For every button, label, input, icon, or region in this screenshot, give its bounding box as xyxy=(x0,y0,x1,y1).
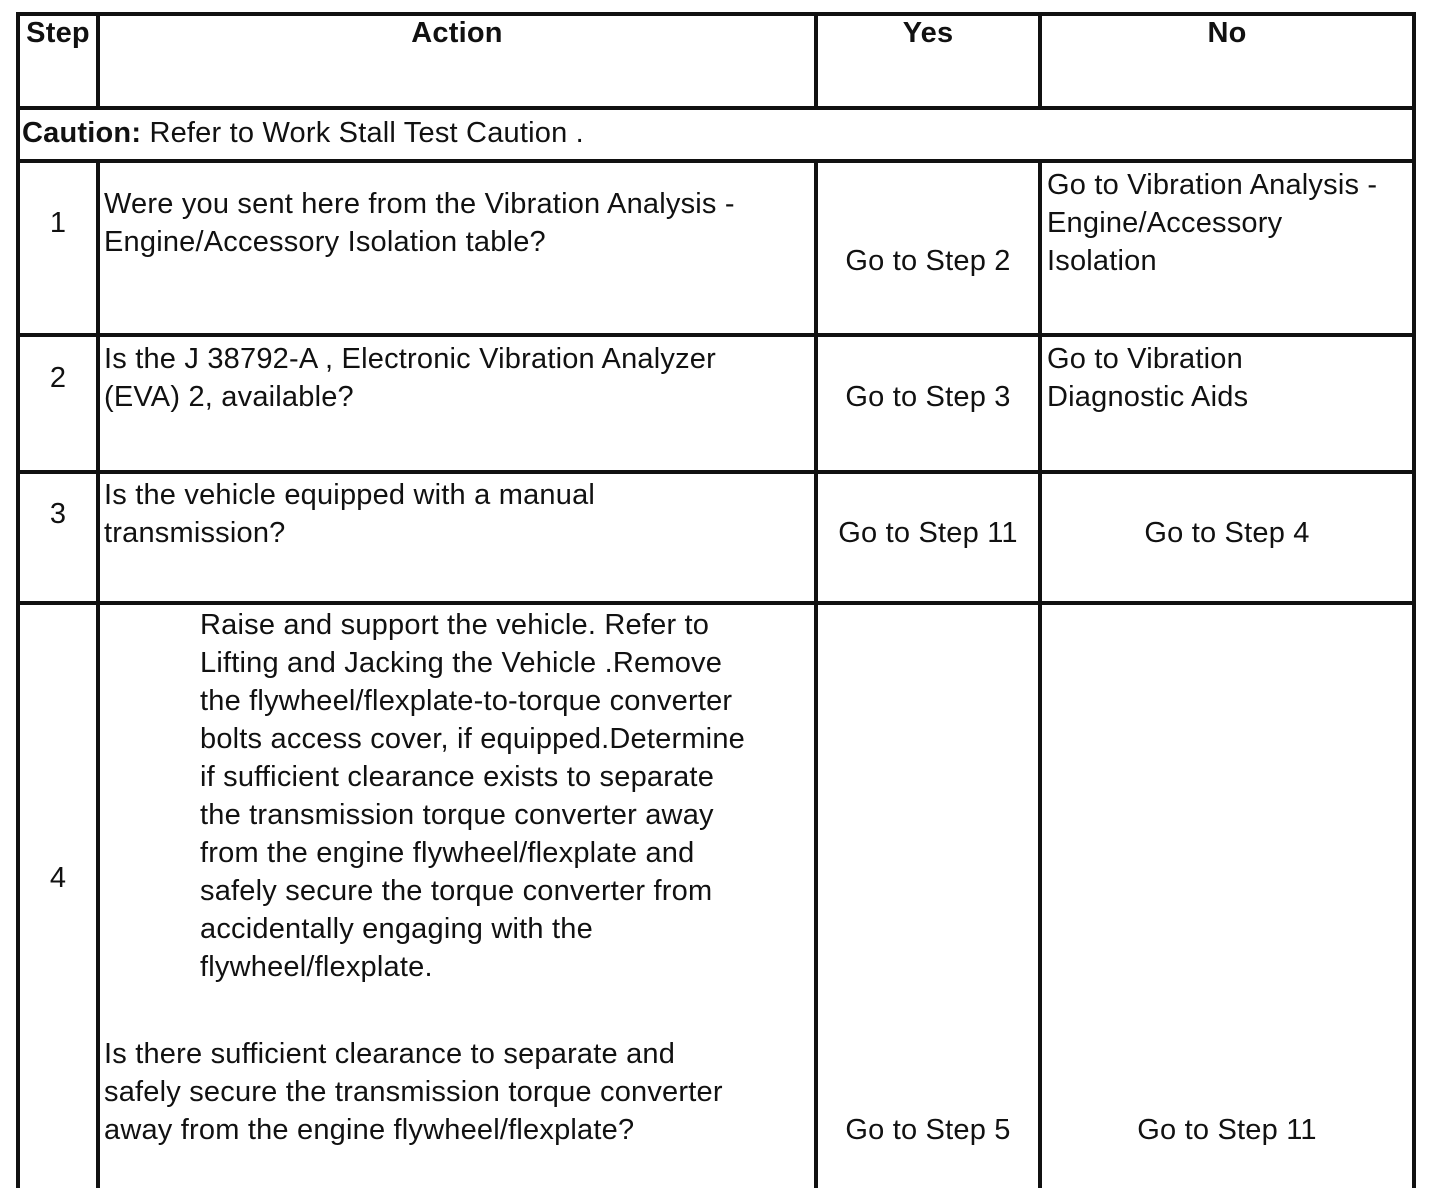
no-result: Go to Step 4 xyxy=(1144,517,1310,549)
step-number: 3 xyxy=(49,498,67,530)
row-divider xyxy=(16,601,1416,605)
yes-result: Go to Step 5 xyxy=(845,1114,1011,1146)
row-divider xyxy=(16,333,1416,337)
no-result: Go to Vibration Diagnostic Aids xyxy=(1047,343,1249,413)
action-question-text: Is there sufficient clearance to separate and safely secure the transmission torque converter away from the engine flywheel/flexplate? xyxy=(104,1038,723,1146)
table-border-left xyxy=(16,12,20,1188)
row-divider xyxy=(16,106,1416,110)
yes-result: Go to Step 2 xyxy=(845,245,1011,277)
yes-result: Go to Step 3 xyxy=(845,381,1011,413)
yes-result: Go to Step 11 xyxy=(838,517,1018,549)
caution-row xyxy=(22,114,1402,152)
header-step: Step xyxy=(26,17,90,49)
step-number: 4 xyxy=(49,862,67,894)
caution-text: Refer to Work Stall Test Caution . xyxy=(149,117,584,149)
header-action: Action xyxy=(411,17,503,49)
action-procedure-text: Raise and support the vehicle. Refer to Lifting and Jacking the Vehicle .Remove the flywheel/flexplate-to-torque converter bolts access cover, if equipped.Determine if sufficient clearance exists to separate the transmission torque converter away from the engine flywheel/flexplate and safely secure the torque converter from accidentally engaging with the flywheel/flexplate. xyxy=(200,609,745,983)
caution-label: Caution: xyxy=(22,117,142,149)
row-divider xyxy=(16,159,1416,163)
step-number: 1 xyxy=(49,207,67,239)
action-text: Were you sent here from the Vibration Analysis - Engine/Accessory Isolation table? xyxy=(104,188,735,258)
column-divider xyxy=(814,159,818,1188)
column-divider xyxy=(96,159,100,1188)
no-result: Go to Vibration Analysis - Engine/Accessory Isolation xyxy=(1047,169,1378,277)
action-text: Is the vehicle equipped with a manual transmission? xyxy=(104,479,596,549)
header-yes: Yes xyxy=(902,17,954,49)
header-no: No xyxy=(1207,17,1247,49)
row-divider xyxy=(16,470,1416,474)
step-number: 2 xyxy=(49,362,67,394)
column-divider xyxy=(1038,159,1042,1188)
action-text: Is the J 38792-A , Electronic Vibration Analyzer (EVA) 2, available? xyxy=(104,343,716,413)
no-result: Go to Step 11 xyxy=(1137,1114,1317,1146)
